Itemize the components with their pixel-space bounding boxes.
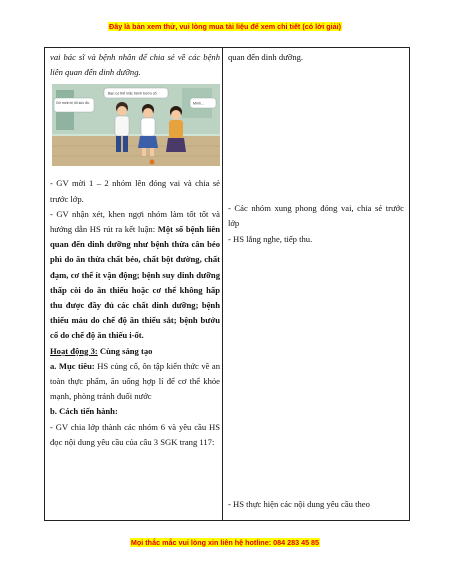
gv-praise-text: - GV nhận xét, khen ngợi nhóm làm tốt tốt và hướng dẫn HS rút ra kết luận: xyxy=(50,208,220,235)
goal-paragraph xyxy=(50,359,220,405)
bubble-left-text: Gớ mình bị rỗi sức đồ. xyxy=(56,101,90,106)
student-line-4: - HS thực hiện các nội dung yêu cầu theo xyxy=(228,498,370,509)
role-play-illustration xyxy=(52,84,220,166)
activity-heading xyxy=(50,344,220,359)
gv-invite-text: - GV mời 1 – 2 nhóm lên đóng vai và chia sẻ trước lớp. xyxy=(50,178,220,204)
intro-text: vai bác sĩ và bệnh nhân để chia sẻ về các bệnh liên quan đến dinh dưỡng. xyxy=(50,52,220,78)
method-text: - GV chia lớp thành các nhóm 6 và yêu cầu HS đọc nội dung yêu cầu của câu 3 SGK trang 117: xyxy=(50,421,220,447)
activity-label: Hoạt động 3: xyxy=(50,345,98,356)
bubble-right-text: Mình... xyxy=(193,101,204,106)
activity-title: Cùng sáng tạo xyxy=(97,345,153,356)
classroom-scene-image xyxy=(52,84,220,166)
table-column-divider xyxy=(222,47,223,521)
student-line-2: - Các nhóm xung phong đóng vai, chia sẻ trước lớp xyxy=(228,203,404,229)
conclusion-text: Một số bệnh liên quan đến dinh dưỡng như bệnh thừa cân béo phì do ăn thừa chất béo, chất bột đường, chất đạm, cơ thể ít vận động; bệnh suy dinh dưỡng thấp còi do ăn thiếu hoặc cơ thể không hấp thu được đầy đủ các chất dinh dưỡng; bệnh thiếu máu do chế độ ăn thiếu sắt; bệnh bướu cổ do chế độ ăn thiếu i-ốt. xyxy=(50,224,220,341)
preview-notice-banner xyxy=(0,22,450,31)
hotline-banner xyxy=(0,538,450,547)
student-line-1: quan đến dinh dưỡng. xyxy=(228,52,304,62)
gv-praise-paragraph xyxy=(50,207,220,344)
bubble-mid-text: Bạn có thể mắc bệnh bướu cổ. xyxy=(108,91,158,96)
method-label: b. Cách tiến hành: xyxy=(50,406,118,417)
goal-label: a. Mục tiêu: xyxy=(50,360,95,371)
student-line-3: - HS lắng nghe, tiếp thu. xyxy=(228,233,313,244)
preview-notice-text: Đây là bản xem thử, vui lòng mua tài liệu để xem chi tiết (có lời giải) xyxy=(109,22,341,31)
goal-text: HS củng cố, ôn tập kiến thức về an toàn thực phẩm, ăn uống hợp lí để cơ thể khỏe mạnh, phòng tránh đuối nước xyxy=(50,360,220,402)
hotline-text: Mọi thắc mắc vui lòng xin liên hệ hotline: 084 283 45 85 xyxy=(130,538,320,547)
teacher-column xyxy=(50,50,220,450)
student-column xyxy=(228,50,404,512)
